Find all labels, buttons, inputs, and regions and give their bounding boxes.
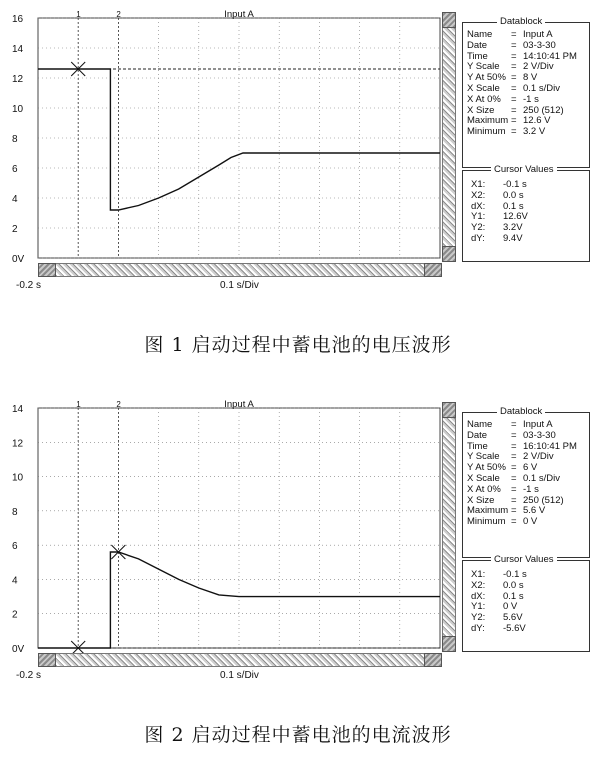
cursor-label-1: 1 bbox=[76, 400, 81, 409]
datablock-row-yat50: Y At 50% = 6 V bbox=[467, 462, 538, 474]
cursor-row-dy: dY: -5.6V bbox=[471, 622, 526, 634]
waveform-plot bbox=[10, 10, 450, 278]
vertical-scrollbar[interactable] bbox=[442, 402, 456, 652]
y-tick-label: 16 bbox=[12, 14, 24, 25]
cursor-label-1: 1 bbox=[76, 10, 81, 19]
datablock-row-xscale: X Scale = 0.1 s/Div bbox=[467, 82, 560, 94]
figure-1 bbox=[0, 0, 596, 383]
y-tick-label: 6 bbox=[12, 541, 18, 553]
y-tick-label: 8 bbox=[12, 506, 18, 518]
cursor-values-title: Cursor Values bbox=[491, 164, 557, 175]
cursor-row-y2: Y2: 5.6V bbox=[471, 612, 523, 624]
y-tick-label: 10 bbox=[12, 472, 24, 484]
datablock-row-name: Name = Input A bbox=[467, 419, 553, 430]
y-tick-label: 6 bbox=[12, 164, 18, 175]
y-tick-label: 0V bbox=[12, 254, 25, 265]
scroll-right-button[interactable] bbox=[424, 263, 442, 277]
datablock-row-yscale: Y Scale = 2 V/Div bbox=[467, 61, 554, 73]
datablock-row-yat50: Y At 50% = 8 V bbox=[467, 72, 538, 84]
datablock-row-minimum: Minimum = 0 V bbox=[467, 516, 538, 528]
y-tick-label: 12 bbox=[12, 438, 24, 450]
y-tick-label: 12 bbox=[12, 74, 24, 85]
plot-title: Input A bbox=[224, 9, 254, 20]
datablock-row-maximum: Maximum = 5.6 V bbox=[467, 505, 546, 517]
y-tick-label: 2 bbox=[12, 224, 18, 235]
x-start-label: -0.2 s bbox=[16, 280, 42, 291]
datablock-row-xat0: X At 0% = -1 s bbox=[467, 483, 539, 495]
y-tick-label: 10 bbox=[12, 104, 24, 115]
figure-2 bbox=[0, 394, 596, 767]
scroll-up-button[interactable] bbox=[442, 12, 456, 28]
datablock-row-xat0: X At 0% = -1 s bbox=[467, 93, 539, 105]
datablock-title: Datablock bbox=[497, 16, 545, 27]
y-tick-label: 8 bbox=[12, 134, 18, 145]
y-tick-label: 2 bbox=[12, 609, 18, 621]
horizontal-scrollbar[interactable] bbox=[38, 263, 442, 277]
cursor-row-x2: X2: 0.0 s bbox=[471, 189, 524, 201]
datablock-row-minimum: Minimum = 3.2 V bbox=[467, 126, 546, 138]
y-tick-label: 0V bbox=[12, 644, 25, 655]
datablock-row-maximum: Maximum = 12.6 V bbox=[467, 115, 551, 127]
datablock-panel bbox=[462, 406, 590, 558]
cursor-row-dx: dX: 0.1 s bbox=[471, 590, 524, 602]
scroll-left-button[interactable] bbox=[38, 263, 56, 277]
datablock-row-xscale: X Scale = 0.1 s/Div bbox=[467, 472, 560, 484]
cursor-values-panel bbox=[462, 554, 590, 652]
cursor-row-y1: Y1: 12.6V bbox=[471, 211, 528, 223]
cursor-row-dy: dY: 9.4V bbox=[471, 232, 523, 244]
plot-title: Input A bbox=[224, 399, 254, 410]
datablock-row-time: Time = 16:10:41 PM bbox=[467, 440, 577, 452]
cursor-row-y2: Y2: 3.2V bbox=[471, 222, 523, 234]
datablock-row-date: Date = 03-3-30 bbox=[467, 39, 556, 51]
cursor-row-dx: dX: 0.1 s bbox=[471, 200, 524, 212]
cursor-label-2: 2 bbox=[116, 10, 121, 19]
cursor-label-2: 2 bbox=[116, 400, 121, 409]
cursor-row-y1: Y1: 0 V bbox=[471, 601, 518, 613]
vertical-scrollbar[interactable] bbox=[442, 12, 456, 262]
y-tick-label: 4 bbox=[12, 575, 18, 587]
cursor-values-panel bbox=[462, 164, 590, 262]
waveform-plot bbox=[10, 400, 450, 668]
y-tick-label: 4 bbox=[12, 194, 18, 205]
scroll-down-button[interactable] bbox=[442, 636, 456, 652]
cursor-values-title: Cursor Values bbox=[491, 554, 557, 565]
x-start-label: -0.2 s bbox=[16, 670, 42, 681]
oscilloscope-window bbox=[10, 10, 590, 290]
datablock-row-date: Date = 03-3-30 bbox=[467, 429, 556, 441]
datablock-title: Datablock bbox=[497, 406, 545, 417]
horizontal-scrollbar[interactable] bbox=[38, 653, 442, 667]
cursor-row-x1: X1: -0.1 s bbox=[471, 569, 527, 580]
y-tick-label: 14 bbox=[12, 44, 24, 55]
datablock-row-yscale: Y Scale = 2 V/Div bbox=[467, 451, 554, 463]
oscilloscope-window bbox=[10, 400, 590, 680]
datablock-row-name: Name = Input A bbox=[467, 29, 553, 40]
figure-caption: 图 1 启动过程中蓄电池的电压波形 bbox=[144, 334, 452, 356]
scroll-left-button[interactable] bbox=[38, 653, 56, 667]
figure-caption: 图 2 启动过程中蓄电池的电流波形 bbox=[144, 724, 452, 746]
scroll-right-button[interactable] bbox=[424, 653, 442, 667]
y-tick-label: 14 bbox=[12, 404, 24, 415]
cursor-row-x1: X1: -0.1 s bbox=[471, 179, 527, 190]
datablock-row-xsize: X Size = 250 (512) bbox=[467, 104, 564, 116]
scroll-down-button[interactable] bbox=[442, 246, 456, 262]
x-scale-label: 0.1 s/Div bbox=[220, 280, 259, 291]
cursor-row-x2: X2: 0.0 s bbox=[471, 579, 524, 591]
scroll-up-button[interactable] bbox=[442, 402, 456, 418]
datablock-row-time: Time = 14:10:41 PM bbox=[467, 50, 577, 62]
x-scale-label: 0.1 s/Div bbox=[220, 670, 259, 681]
datablock-panel bbox=[462, 16, 590, 168]
datablock-row-xsize: X Size = 250 (512) bbox=[467, 494, 564, 506]
